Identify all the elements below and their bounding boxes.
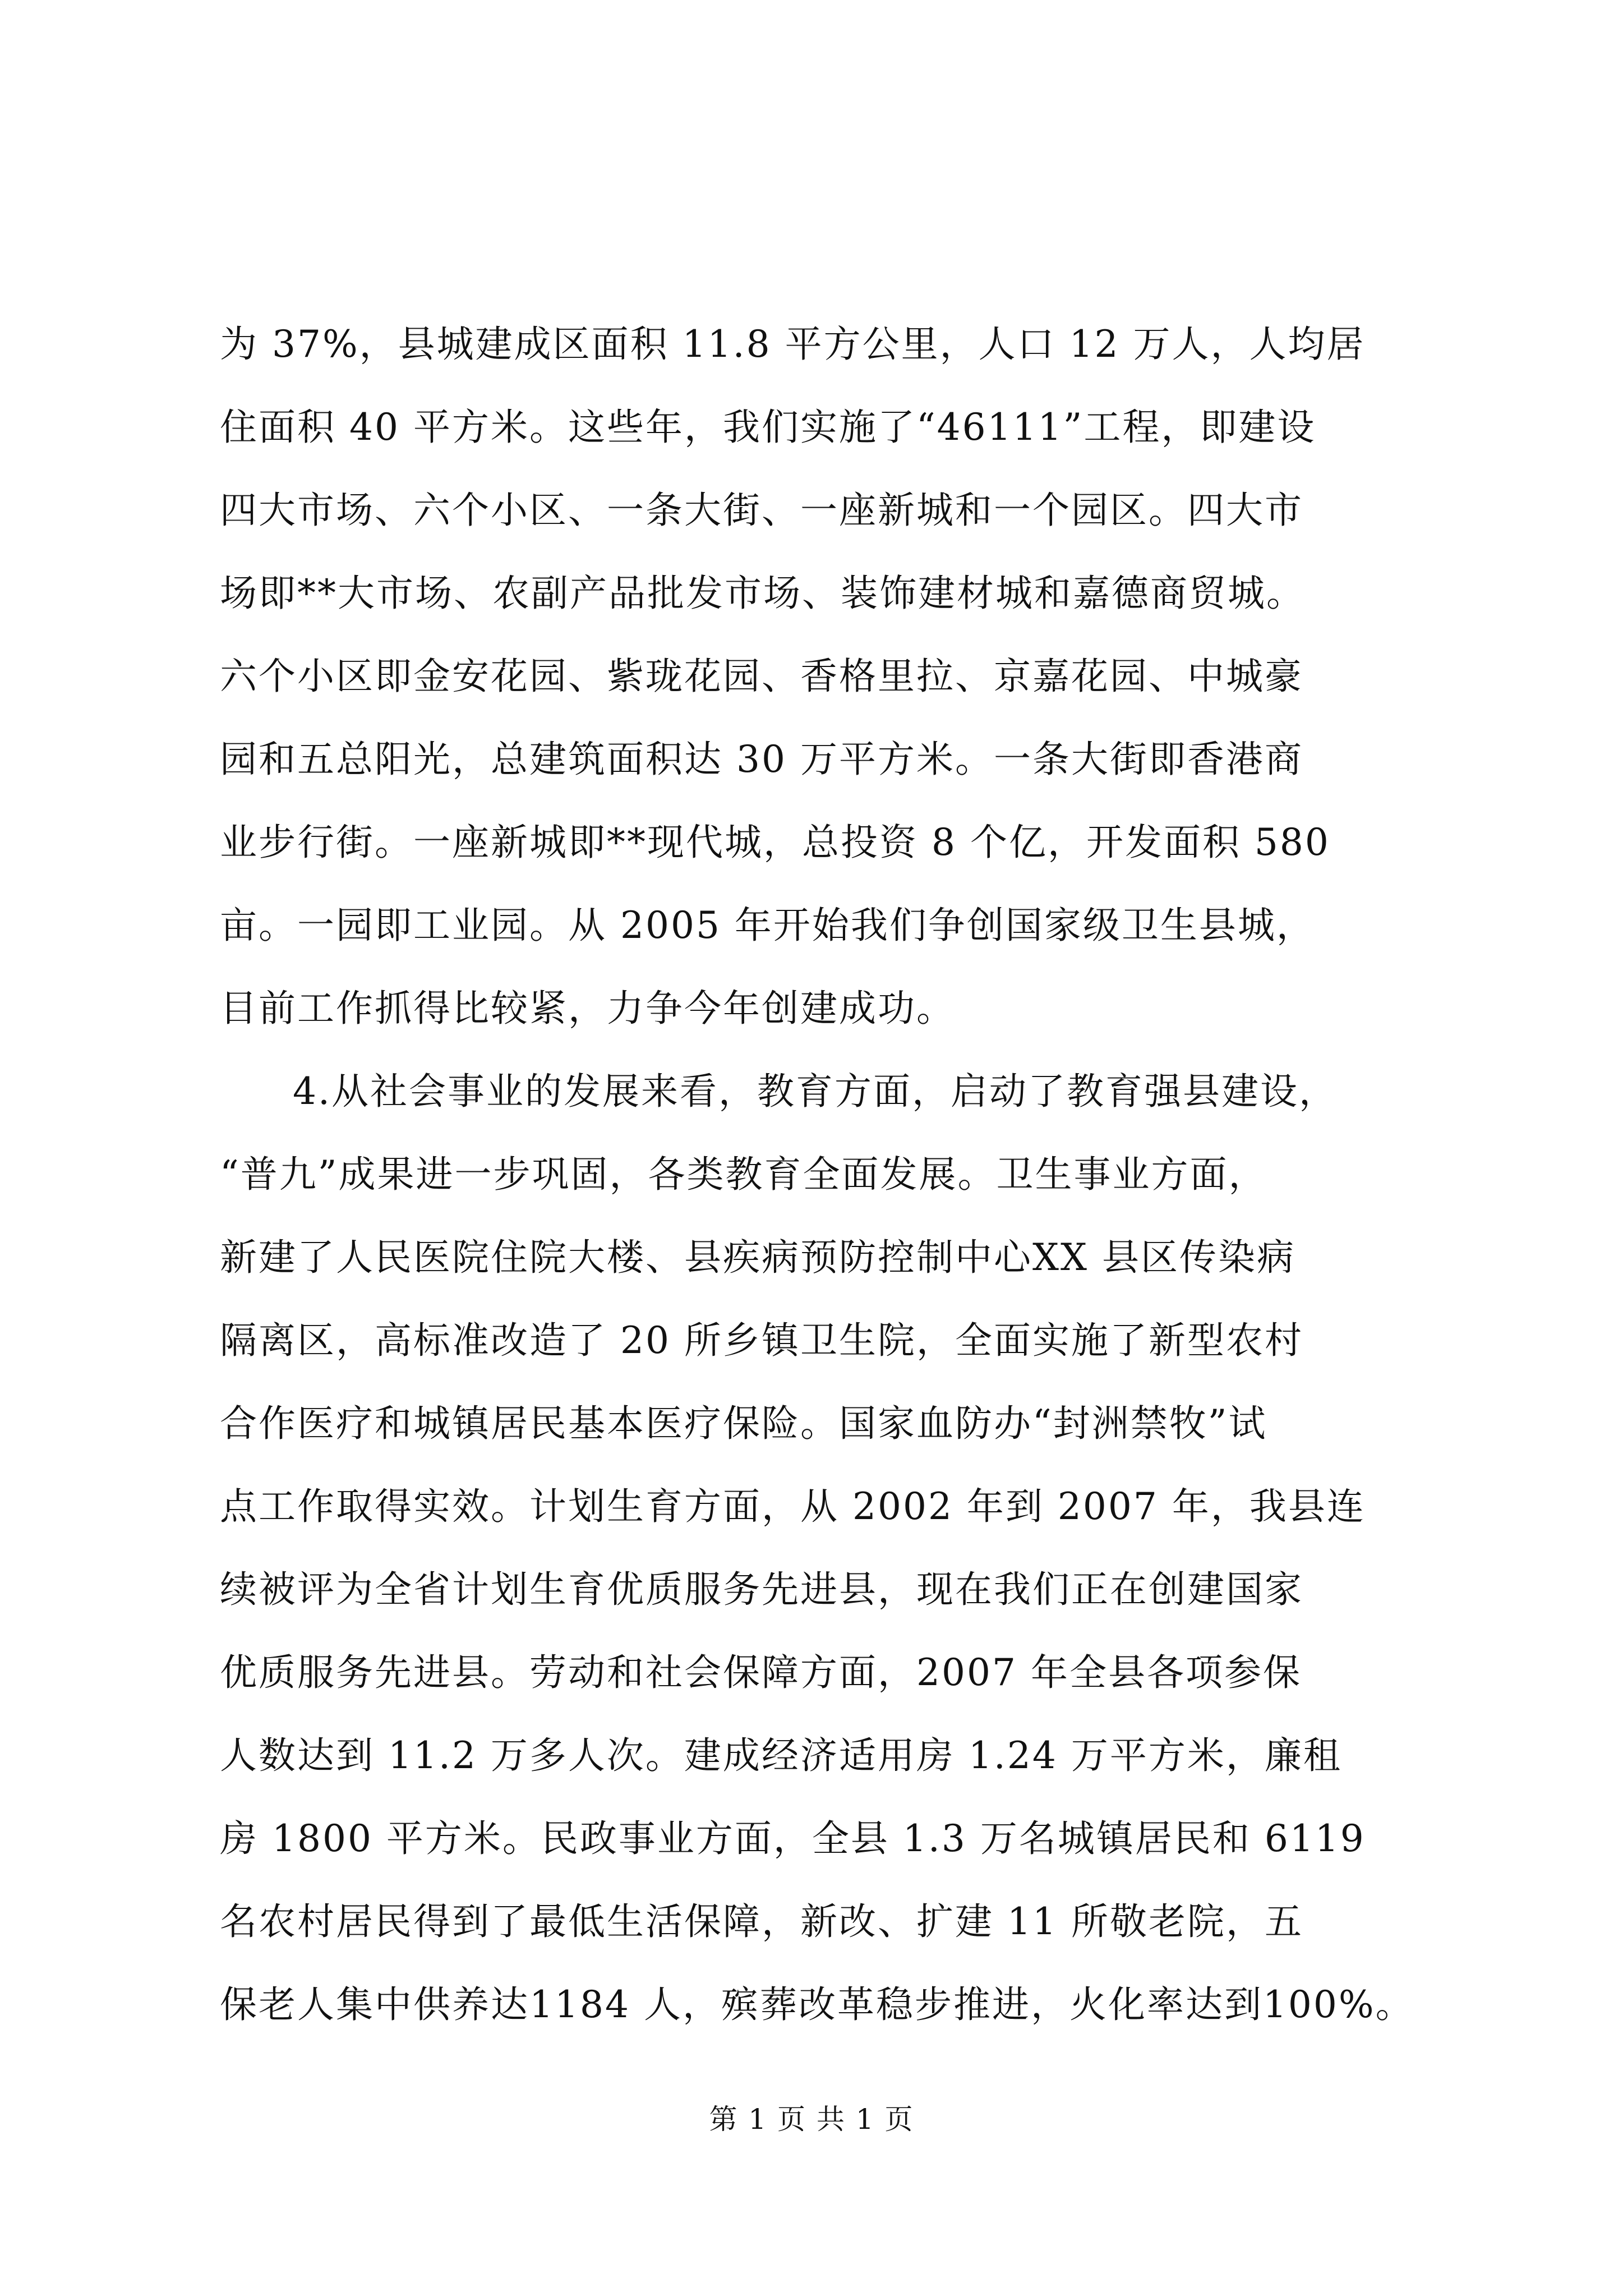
text-line: 园和五总阳光，总建筑面积达 30 万平方米。一条大街即香港商 bbox=[220, 738, 1303, 781]
text-line: 四大市场、六个小区、一条大街、一座新城和一个园区。四大市 bbox=[220, 489, 1303, 532]
text-line: 场即**大市场、农副产品批发市场、装饰建材城和嘉德商贸城。 bbox=[220, 572, 1305, 615]
text-line: 六个小区即金安花园、紫珑花园、香格里拉、京嘉花园、中城豪 bbox=[220, 655, 1303, 698]
text-line: 隔离区，高标准改造了 20 所乡镇卫生院，全面实施了新型农村 bbox=[220, 1319, 1303, 1362]
text-line: 人数达到 11.2 万多人次。建成经济适用房 1.24 万平方米，廉租 bbox=[220, 1734, 1342, 1777]
text-line: 住面积 40 平方米。这些年，我们实施了“46111”工程，即建设 bbox=[220, 406, 1316, 449]
page-footer: 第 1 页 共 1 页 bbox=[709, 2103, 914, 2136]
text-line: 房 1800 平方米。民政事业方面，全县 1.3 万名城镇居民和 6119 bbox=[220, 1817, 1366, 1860]
text-line: 优质服务先进县。劳动和社会保障方面，2007 年全县各项参保 bbox=[220, 1651, 1302, 1694]
text-line: 名农村居民得到了最低生活保障，新改、扩建 11 所敬老院，五 bbox=[220, 1900, 1303, 1943]
text-line: 目前工作抓得比较紧，力争今年创建成功。 bbox=[220, 987, 955, 1030]
text-line: “普九”成果进一步巩固，各类教育全面发展。卫生事业方面， bbox=[220, 1153, 1267, 1196]
text-line: 点工作取得实效。计划生育方面，从 2002 年到 2007 年，我县连 bbox=[220, 1485, 1366, 1528]
text-line: 合作医疗和城镇居民基本医疗保险。国家血防办“封洲禁牧”试 bbox=[220, 1402, 1267, 1445]
text-line: 续被评为全省计划生育优质服务先进县，现在我们正在创建国家 bbox=[220, 1568, 1303, 1611]
text-line: 新建了人民医院住院大楼、县疾病预防控制中心XX 县区传染病 bbox=[220, 1236, 1295, 1279]
text-line: 亩。一园即工业园。从 2005 年开始我们争创国家级卫生县城， bbox=[220, 904, 1315, 947]
text-line: 业步行街。一座新城即**现代城，总投资 8 个亿，开发面积 580 bbox=[220, 821, 1330, 864]
text-line: 为 37%，县城建成区面积 11.8 平方公里，人口 12 万人，人均居 bbox=[220, 323, 1366, 366]
body-text bbox=[220, 303, 1420, 2046]
text-line: 保老人集中供养达1184 人，殡葬改革稳步推进，火化率达到100%。 bbox=[220, 1983, 1414, 2026]
paragraph-start-line: 4.从社会事业的发展来看，教育方面，启动了教育强县建设， bbox=[293, 1070, 1338, 1113]
